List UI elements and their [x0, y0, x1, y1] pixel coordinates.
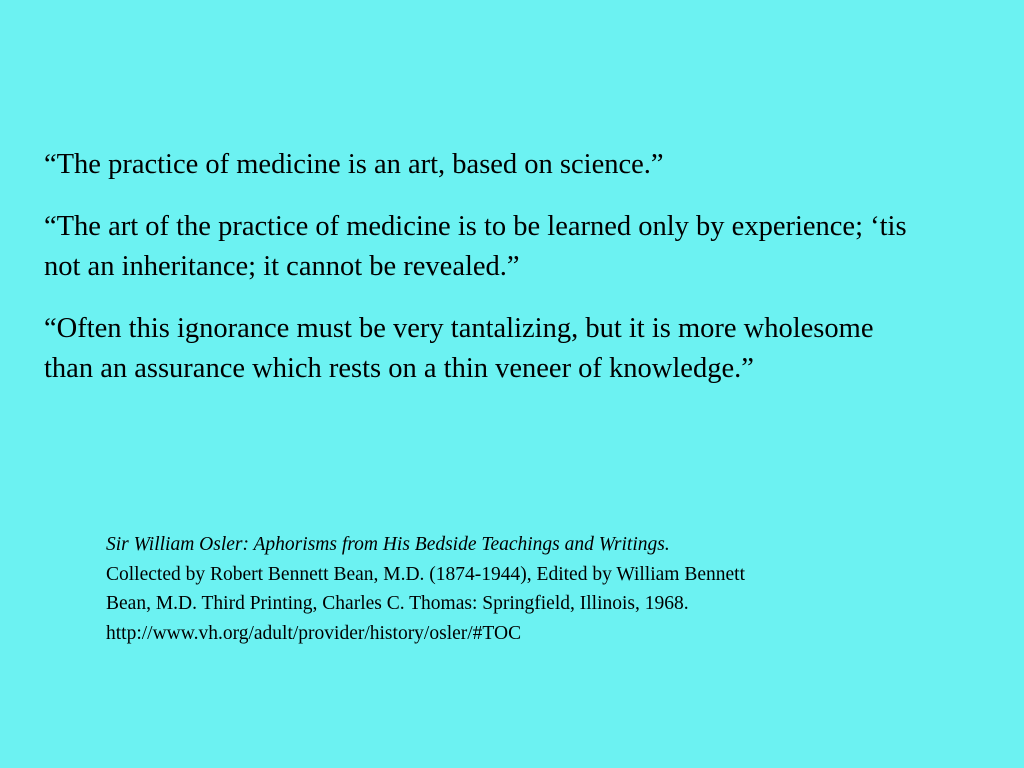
quote-2: “The art of the practice of medicine is to be learned only by experience; ‘tis not an inheritance; it cannot be revealed.”: [44, 211, 907, 282]
quote-3: “Often this ignorance must be very tantalizing, but it is more wholesome than an assurance which rests on a thin veneer of knowledge.”: [44, 313, 874, 384]
citation-title: Sir William Osler: Aphorisms from His Bedside Teachings and Writings.: [106, 534, 670, 555]
citation-line-3: Bean, M.D. Third Printing, Charles C. Thomas: Springfield, Illinois, 1968.: [106, 593, 689, 614]
quote-1: “The practice of medicine is an art, based on science.”: [44, 149, 664, 180]
citation-url: http://www.vh.org/adult/provider/history/osler/#TOC: [106, 622, 522, 644]
quotes-block: [44, 145, 924, 411]
citation-line-2: Collected by Robert Bennett Bean, M.D. (1874-1944), Edited by William Bennett: [106, 563, 745, 585]
citation-block: [106, 530, 986, 648]
